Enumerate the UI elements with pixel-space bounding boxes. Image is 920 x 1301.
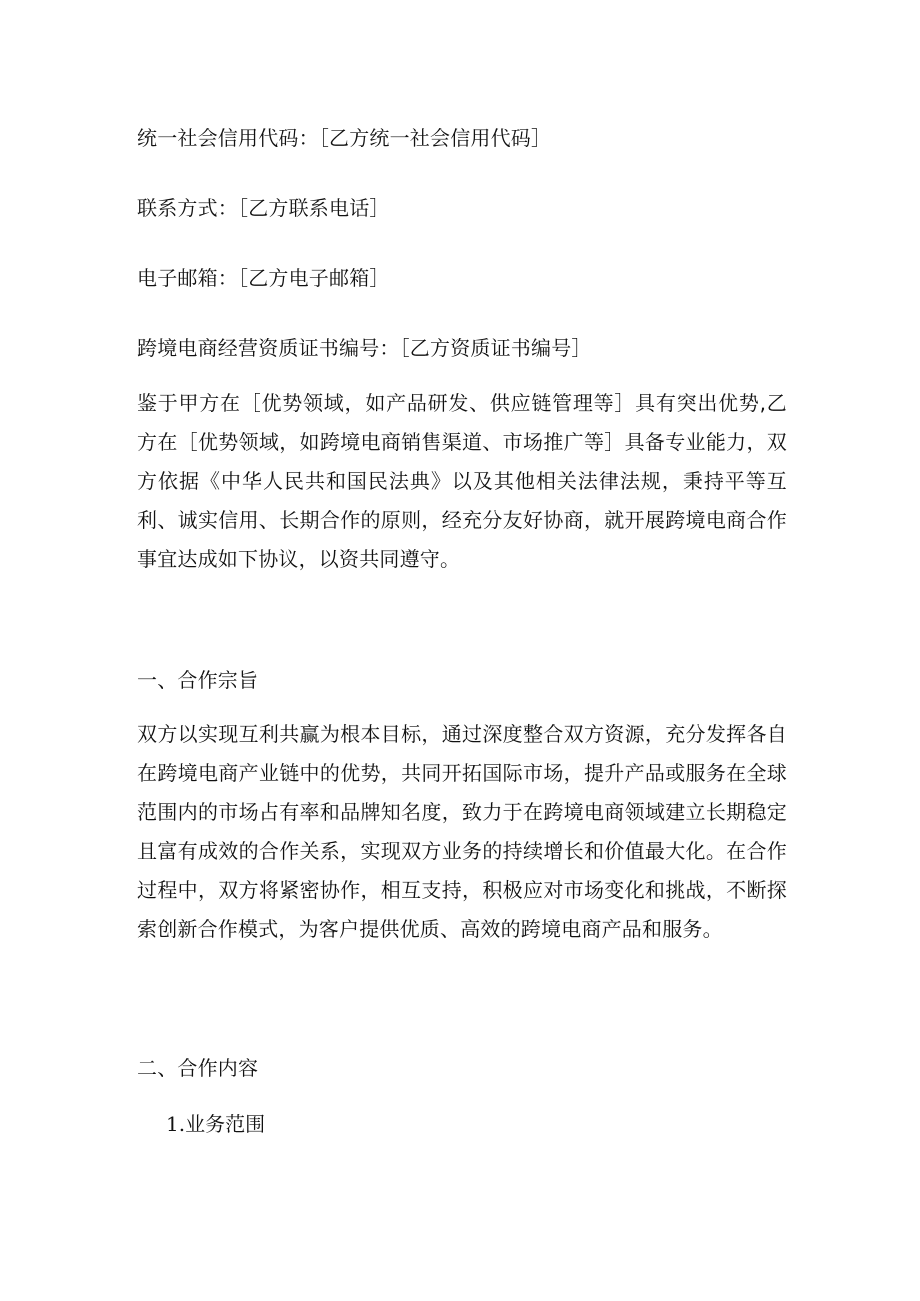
field-label: 电子邮箱： — [137, 266, 238, 290]
field-value: ［乙方电子邮箱］ — [238, 266, 390, 290]
field-value: ［乙方联系电话］ — [238, 196, 390, 220]
purpose-paragraph: 双方以实现互利共赢为根本目标，通过深度整合双方资源，充分发挥各自在跨境电商产业链中的优势，共同开拓国际市场，提升产品或服务在全球范围内的市场占有率和品牌知名度，致力于在跨境电商领域建立长期稳定且富有成效的合作关系，实现双方业务的持续增长和价值最大化。在合作过程中，双方将紧密协作，相互支持，积极应对市场变化和挑战，不断探索创新合作模式，为客户提供优质、高效的跨境电商产品和服务。 — [137, 722, 787, 941]
field-license — [137, 334, 592, 362]
field-label: 联系方式： — [137, 196, 238, 220]
preamble-paragraph: 鉴于甲方在［优势领域，如产品研发、供应链管理等］具有突出优势,乙方在［优势领域，如跨境电商销售渠道、市场推广等］具备专业能力，双方依据《中华人民共和国民法典》以及其他相关法律法规，秉持平等互利、诚实信用、长期合作的原则，经充分友好协商，就开展跨境电商合作事宜达成如下协议，以资共同遵守。 — [137, 391, 787, 571]
section-heading-content: 二、合作内容 — [137, 1056, 259, 1080]
field-email — [137, 264, 390, 292]
field-label: 跨境电商经营资质证书编号： — [137, 336, 400, 360]
field-credit-code — [137, 124, 551, 152]
field-label: 统一社会信用代码： — [137, 126, 319, 150]
field-value: ［乙方统一社会信用代码］ — [318, 126, 552, 150]
section-heading-purpose: 一、合作宗旨 — [137, 668, 259, 692]
field-contact — [137, 194, 390, 222]
subheading-business-scope: 1.业务范围 — [166, 1112, 266, 1136]
field-value: ［乙方资质证书编号］ — [399, 336, 592, 360]
